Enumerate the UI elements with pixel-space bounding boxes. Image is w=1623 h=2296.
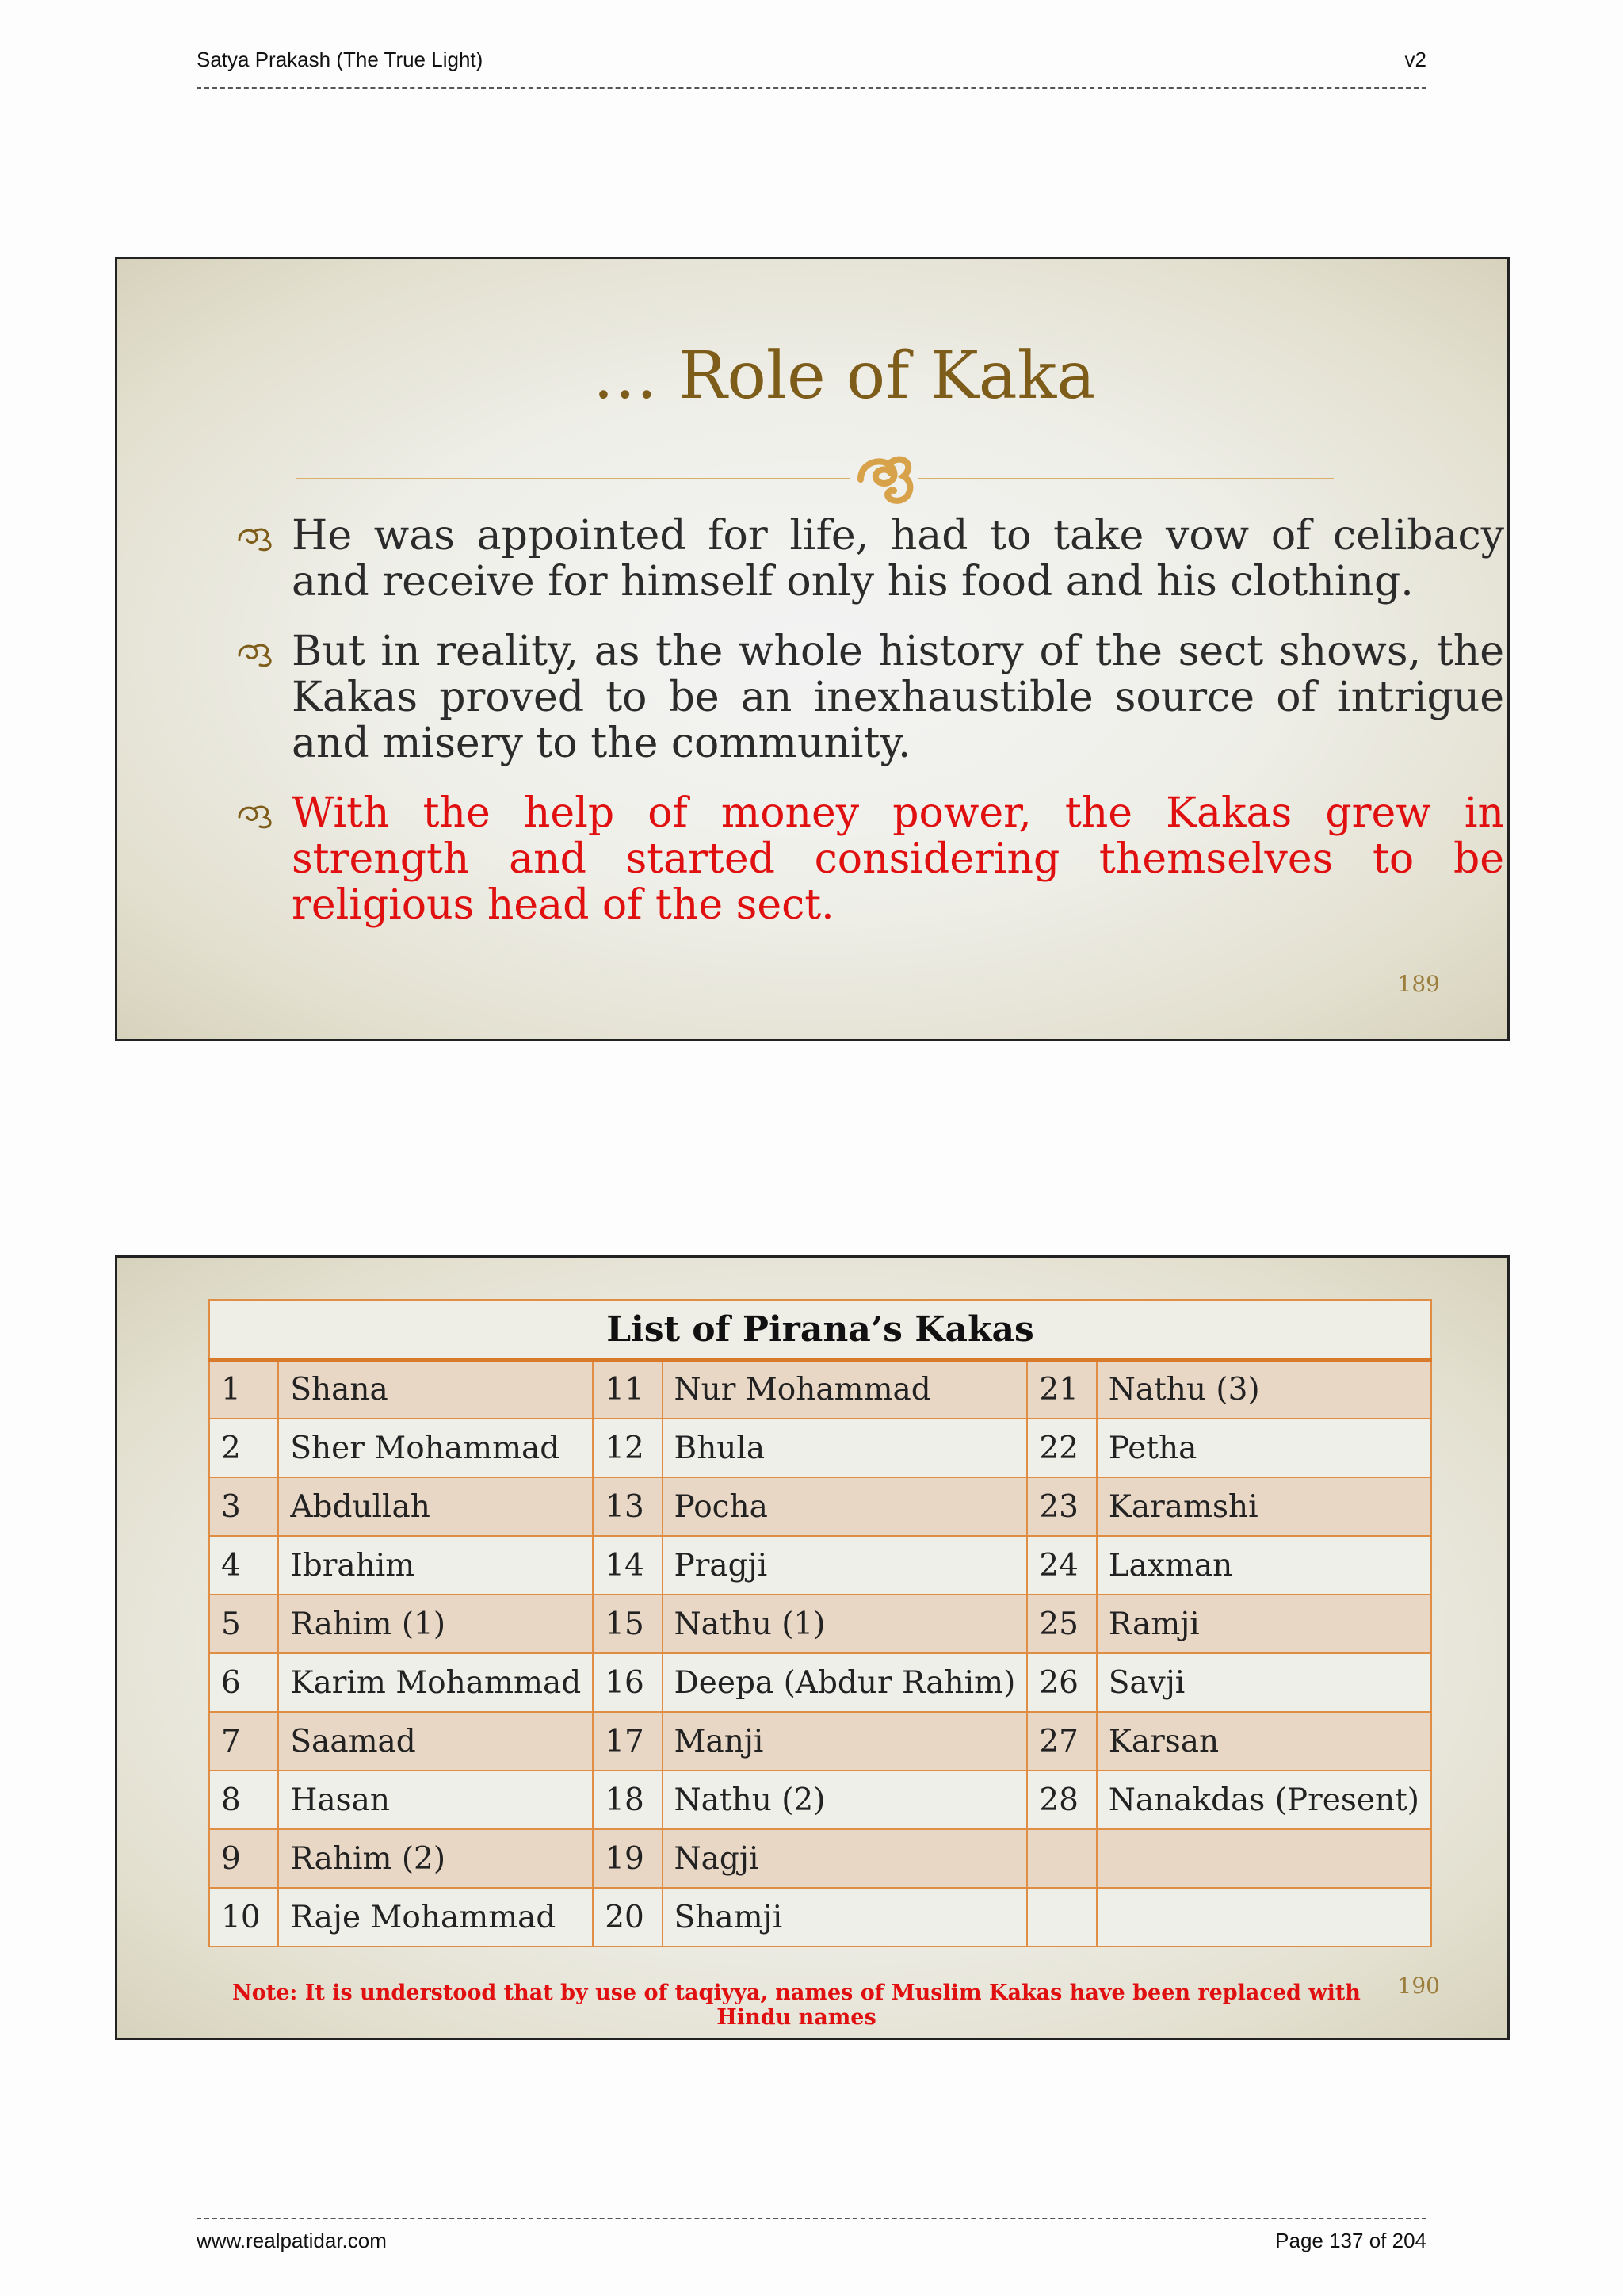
table-cell-kaka-number: 21 [1027, 1360, 1096, 1419]
bullet-item [236, 513, 1504, 605]
table-cell-kaka-number: 15 [593, 1595, 662, 1653]
table-cell-kaka-name: Shamji [663, 1888, 1028, 1946]
table-row [209, 1360, 1431, 1419]
bullet-text: With the help of money power, the Kakas grew in strength and started considering themselves to be religious head of the sect. [292, 789, 1504, 929]
table-row [209, 1595, 1431, 1653]
table-cell-kaka-number: 8 [209, 1771, 278, 1829]
table-body [209, 1360, 1431, 1946]
table-row [209, 1653, 1431, 1712]
table-cell-kaka-name: Nathu (1) [663, 1595, 1028, 1653]
table-cell-kaka-number: 1 [209, 1360, 278, 1419]
table-cell-kaka-number: 11 [593, 1360, 662, 1419]
table-row [209, 1829, 1431, 1888]
slide-kakas-list [115, 1255, 1510, 2040]
table-cell-kaka-name: Saamad [278, 1712, 593, 1771]
table-cell-kaka-number: 16 [593, 1653, 662, 1712]
table-cell-kaka-number: 25 [1027, 1595, 1096, 1653]
table-cell-kaka-number [1027, 1829, 1096, 1888]
slide-role-of-kaka [115, 257, 1510, 1041]
table-cell-kaka-name: Ibrahim [278, 1536, 593, 1595]
table-cell-kaka-name: Karamshi [1097, 1477, 1431, 1536]
header-divider [197, 87, 1426, 89]
table-cell-kaka-number: 17 [593, 1712, 662, 1771]
table-cell-kaka-name: Manji [663, 1712, 1028, 1771]
website-link[interactable]: www.realpatidar.com [197, 2229, 387, 2252]
table-cell-kaka-name: Raje Mohammad [278, 1888, 593, 1946]
table-cell-kaka-name: Bhula [663, 1419, 1028, 1477]
table-cell-kaka-number: 14 [593, 1536, 662, 1595]
bullet-flourish-icon [236, 525, 281, 552]
table-cell-kaka-name [1097, 1888, 1431, 1946]
bullet-item-highlight [236, 790, 1504, 928]
table-cell-kaka-number: 6 [209, 1653, 278, 1712]
page-number: Page 137 of 204 [1275, 2229, 1426, 2252]
table-cell-kaka-name: Pragji [663, 1536, 1028, 1595]
table-cell-kaka-name: Hasan [278, 1771, 593, 1829]
bullet-list [236, 513, 1504, 952]
table-cell-kaka-name: Laxman [1097, 1536, 1431, 1595]
table-cell-kaka-name: Nathu (2) [663, 1771, 1028, 1829]
table-cell-kaka-number: 2 [209, 1419, 278, 1477]
table-cell-kaka-name: Petha [1097, 1419, 1431, 1477]
table-cell-kaka-name: Shana [278, 1360, 593, 1419]
taqiyya-note: Note: It is understood that by use of taqiyya, names of Muslim Kakas have been replaced with Hindu names [232, 1981, 1361, 2030]
slide-title: … Role of Kaka [592, 338, 1096, 414]
table-cell-kaka-name: Rahim (1) [278, 1595, 593, 1653]
table-cell-kaka-number: 13 [593, 1477, 662, 1536]
table-cell-kaka-number: 3 [209, 1477, 278, 1536]
table-row [209, 1536, 1431, 1595]
table-cell-kaka-name: Rahim (2) [278, 1829, 593, 1888]
footer-divider [197, 2218, 1426, 2219]
table-row [209, 1771, 1431, 1829]
table-row [209, 1712, 1431, 1771]
table-cell-kaka-name: Pocha [663, 1477, 1028, 1536]
flourish-ornament-icon [854, 448, 918, 511]
table-cell-kaka-number: 20 [593, 1888, 662, 1946]
table-cell-kaka-number: 10 [209, 1888, 278, 1946]
title-divider-right [918, 478, 1334, 479]
bullet-item [236, 628, 1504, 766]
bullet-flourish-icon [236, 803, 281, 830]
table-row [209, 1477, 1431, 1536]
table-cell-kaka-name: Nur Mohammad [663, 1360, 1028, 1419]
document-version: v2 [1404, 48, 1426, 71]
table-cell-kaka-name: Deepa (Abdur Rahim) [663, 1653, 1028, 1712]
table-cell-kaka-number: 28 [1027, 1771, 1096, 1829]
table-cell-kaka-number: 9 [209, 1829, 278, 1888]
title-divider-left [296, 478, 850, 479]
table-row [209, 1888, 1431, 1946]
slide-number: 189 [1397, 971, 1440, 997]
table-cell-kaka-name: Karim Mohammad [278, 1653, 593, 1712]
table-cell-kaka-name: Nathu (3) [1097, 1360, 1431, 1419]
table-cell-kaka-number: 24 [1027, 1536, 1096, 1595]
table-row [209, 1419, 1431, 1477]
table-cell-kaka-number: 23 [1027, 1477, 1096, 1536]
table-cell-kaka-name: Ramji [1097, 1595, 1431, 1653]
table-cell-kaka-name: Nagji [663, 1829, 1028, 1888]
kakas-table [208, 1299, 1432, 1947]
table-cell-kaka-number [1027, 1888, 1096, 1946]
table-cell-kaka-name: Abdullah [278, 1477, 593, 1536]
bullet-text: He was appointed for life, had to take vow of celibacy and receive for himself only his food and his clothing. [292, 512, 1504, 606]
bullet-flourish-icon [236, 641, 281, 668]
table-cell-kaka-name: Nanakdas (Present) [1097, 1771, 1431, 1829]
table-title: List of Pirana’s Kakas [209, 1300, 1431, 1360]
table-cell-kaka-number: 27 [1027, 1712, 1096, 1771]
table-cell-kaka-name: Karsan [1097, 1712, 1431, 1771]
table-cell-kaka-number: 5 [209, 1595, 278, 1653]
table-cell-kaka-name [1097, 1829, 1431, 1888]
slide-number: 190 [1397, 1973, 1440, 1999]
table-cell-kaka-number: 22 [1027, 1419, 1096, 1477]
table-cell-kaka-number: 18 [593, 1771, 662, 1829]
table-cell-kaka-number: 12 [593, 1419, 662, 1477]
document-title: Satya Prakash (The True Light) [197, 48, 483, 71]
table-cell-kaka-number: 7 [209, 1712, 278, 1771]
table-cell-kaka-name: Savji [1097, 1653, 1431, 1712]
table-cell-kaka-number: 19 [593, 1829, 662, 1888]
table-cell-kaka-number: 4 [209, 1536, 278, 1595]
bullet-text: But in reality, as the whole history of the sect shows, the Kakas proved to be an inexhaustible source of intrigue and misery to the community. [292, 628, 1504, 767]
table-cell-kaka-name: Sher Mohammad [278, 1419, 593, 1477]
table-cell-kaka-number: 26 [1027, 1653, 1096, 1712]
